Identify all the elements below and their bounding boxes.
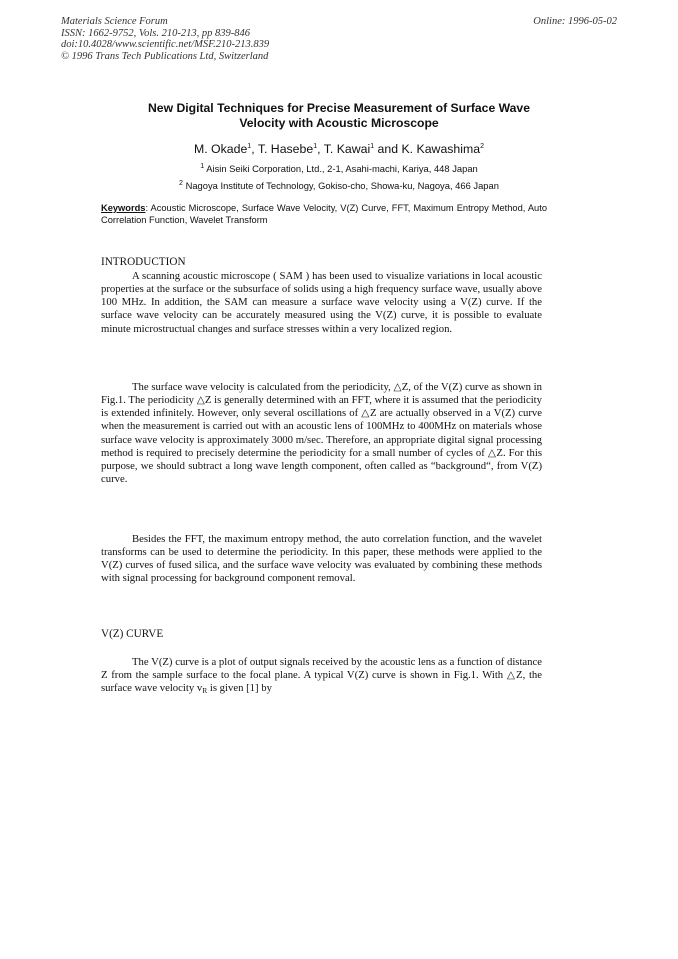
affiliation-text: Nagoya Institute of Technology, Gokiso-cho, Showa-ku, Nagoya, 466 Japan xyxy=(185,180,499,192)
vz-curve-heading: V(Z) CURVE xyxy=(101,628,164,640)
author-sup: 2 xyxy=(480,143,484,150)
online-date: Online: 1996-05-02 xyxy=(533,16,617,27)
author-sup: 1 xyxy=(313,143,318,150)
author-hasebe: T. Hasebe xyxy=(257,142,314,157)
issn-line: ISSN: 1662-9752, Vols. 210-213, pp 839-846 xyxy=(61,27,250,39)
vz-text-start: The V(Z) curve is a plot of output signals received by the acoustic lens as a function of distance Z from the sample surface to the focal plane. A typical V(Z) curve is shown in Fig.1. With △Z, the surface wave velocity v xyxy=(101,656,542,695)
affiliation-sup: 1 xyxy=(200,163,205,170)
author-sup: 1 xyxy=(370,143,375,150)
author-kawashima: K. Kawashima xyxy=(401,142,481,157)
author-separator: , xyxy=(251,142,258,157)
author-separator: , xyxy=(317,142,324,157)
keywords-label: Keywords xyxy=(101,203,146,213)
affiliation-text: Aisin Seiki Corporation, Ltd., 2-1, Asahi-machi, Kariya, 448 Japan xyxy=(206,163,478,175)
keywords-text: : Acoustic Microscope, Surface Wave Velocity, V(Z) Curve, FFT, Maximum Entropy Method, Auto Correlation Function, Wavelet Transform xyxy=(101,203,547,225)
intro-paragraph-2: The surface wave velocity is calculated from the periodicity, △Z, of the V(Z) curve as shown in Fig.1. The periodicity △Z is generally determined with an FFT, where it is assumed that the periodicity is extended infinitely. However, only several oscillations of △Z are actually observed in a V(Z) curve when the measurement is carried out with an acoustic lens of 100MHz to 400MHz on materials whose surface wave velocity is approximately 3000 m/sec. Therefore, an appropriate digital signal processing method is required to precisely determine the periodicity for a small number of cycles of △Z. For this purpose, we should subtract a long wave length component, often called as “background“, from V(Z) curve. xyxy=(101,381,542,486)
title-line-1: New Digital Techniques for Precise Measurement of Surface Wave xyxy=(148,101,530,115)
page-header xyxy=(61,16,617,62)
vz-curve-paragraph xyxy=(101,656,542,697)
author-and: and xyxy=(374,142,402,157)
title-line-2: Velocity with Acoustic Microscope xyxy=(239,116,439,130)
vz-text-end: is given [1] by xyxy=(207,682,272,695)
author-sup: 1 xyxy=(247,143,252,150)
velocity-subscript: R xyxy=(202,686,208,696)
affiliation-sup: 2 xyxy=(179,180,183,187)
journal-name: Materials Science Forum xyxy=(61,16,168,27)
author-okade: M. Okade xyxy=(193,142,248,157)
author-list xyxy=(80,139,598,157)
intro-paragraph-3: Besides the FFT, the maximum entropy method, the auto correlation function, and the wavelet transforms can be used to determine the periodicity. In this paper, these methods were applied to the V(Z) curves of fused silica, and the surface wave velocity was evaluated by combining these methods with signal processing for background component removal. xyxy=(101,533,542,585)
keywords-block xyxy=(101,202,547,226)
author-kawai: T. Kawai xyxy=(323,142,371,157)
intro-paragraph-1: A scanning acoustic microscope ( SAM ) has been used to visualize variations in local acoustic properties at the surface or the subsurface of solids using a high frequency surface wave, usually above 100 MHz. In addition, the SAM can measure a surface wave velocity using a V(Z) curve. If the surface wave velocity can be accurately measured using the V(Z) curve, it is possible to evaluate minute microstructual changes and surface stresses within a very localized region. xyxy=(101,270,542,335)
paper-title xyxy=(80,101,598,131)
introduction-heading: INTRODUCTION xyxy=(101,256,186,268)
affiliation-2 xyxy=(80,178,598,192)
affiliation-1 xyxy=(80,161,598,175)
doi-line[interactable]: doi:10.4028/www.scientific.net/MSF.210-213.839 xyxy=(61,39,270,50)
copyright-line: © 1996 Trans Tech Publications Ltd, Switzerland xyxy=(61,50,269,62)
